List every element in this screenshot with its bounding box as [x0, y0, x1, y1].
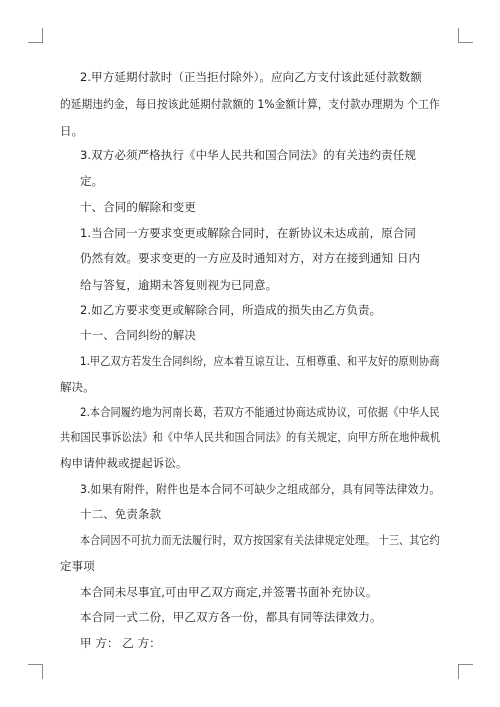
crop-mark-bottom-left — [28, 664, 43, 679]
section-heading: 十二、免责条款 — [80, 507, 162, 521]
text-line: 定事项 — [60, 559, 95, 573]
section-heading: 十一、合同纠纷的解决 — [80, 328, 196, 342]
signature-line: 甲 方： 乙 方： — [80, 636, 161, 650]
text-line: 本合同一式二份，甲乙双方各一份，都具有同等法律效力。 — [80, 610, 382, 624]
crop-mark-top-right — [458, 28, 473, 43]
text-line: 共和国民事诉讼法》和《中华人民共和国合同法》的有关规定，向甲方所在地仲裁机 — [60, 430, 441, 444]
text-line: 构申请仲裁或提起诉讼。 — [60, 456, 188, 470]
crop-mark-top-left — [28, 28, 43, 43]
section-heading: 十、合同的解除和变更 — [80, 200, 196, 214]
text-line: 本合同因不可抗力而无法履行时，双方按国家有关法律规定处理。 十三、其它约 — [80, 533, 440, 547]
text-line: 仍然有效。要求变更的一方应及时通知对方，对方在接到通知 日内 — [80, 251, 421, 265]
text-line: 3.双方必须严格执行《中华人民共和国合同法》的有关违约责任规 — [80, 148, 416, 162]
crop-mark-bottom-right — [458, 664, 473, 679]
text-line: 给与答复，逾期未答复则视为已同意。 — [80, 278, 278, 292]
text-line: 本合同未尽事宜,可由甲乙双方商定,并签署书面补充协议。 — [80, 585, 378, 599]
text-line: 2.如乙方要求变更或解除合同，所造成的损失由乙方负责。 — [80, 303, 382, 317]
text-line: 1.甲乙双方若发生合同纠纷，应本着互谅互让、互相尊重、和平友好的原则协商 — [80, 354, 440, 368]
text-line: 2.本合同履约地为河南长葛，若双方不能通过协商达成协议，可依据《中华人民 — [80, 405, 440, 419]
text-line: 日。 — [60, 124, 84, 138]
text-line: 1.当合同一方要求变更或解除合同时，在新协议未达成前，原合同 — [80, 226, 416, 240]
text-line: 2.甲方延期付款时（正当拒付除外）。应向乙方支付该此延付款数额 — [80, 70, 422, 84]
text-line: 解决。 — [60, 380, 95, 394]
text-line: 3.如果有附件，附件也是本合同不可缺少之组成部分，具有同等法律效力。 — [80, 482, 441, 496]
text-line: 的延期违约金，每日按该此延期付款额的 1%金额计算，支付款办理期为 个工作 — [60, 97, 440, 111]
text-line: 定。 — [80, 174, 104, 188]
